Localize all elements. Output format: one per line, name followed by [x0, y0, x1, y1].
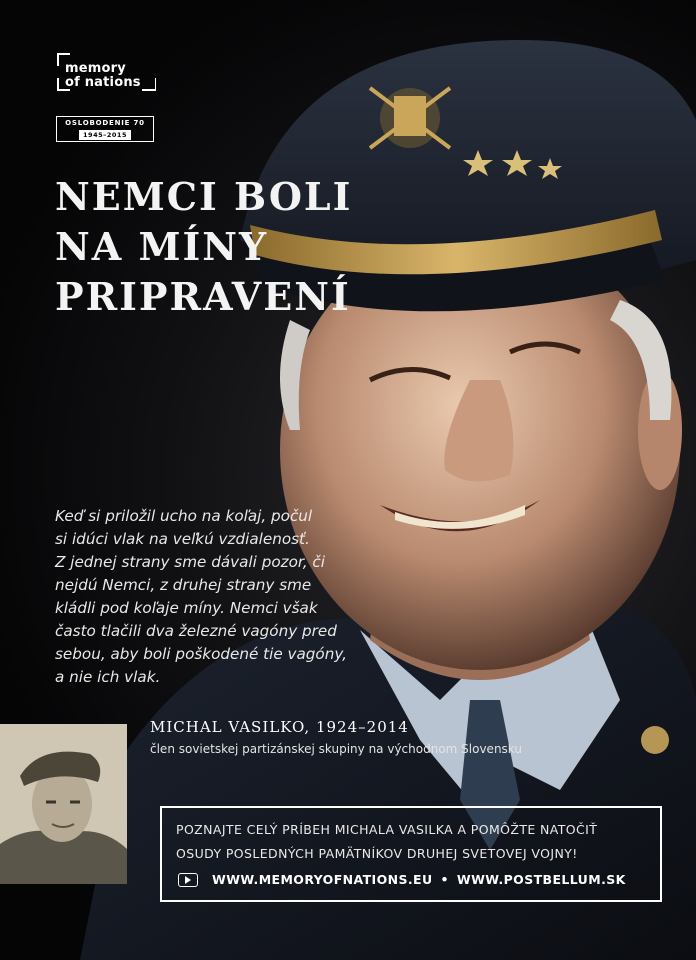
headline-line: NEMCI BOLI	[55, 174, 353, 219]
cta-line1: POZNAJTE CELÝ PRÍBEH MICHALA VASILKA A POMÔŽTE NATOČIŤ	[176, 822, 598, 837]
quote-line: často tlačili dva železné vagóny pred	[55, 622, 337, 640]
badge-title: OSLOBODENIE 70	[65, 119, 145, 127]
quote-line: si idúci vlak na veľkú vzdialenosť.	[55, 530, 310, 548]
call-to-action-box	[160, 806, 662, 902]
logo-line2: of nations	[65, 75, 141, 90]
link-memoryofnations[interactable]: WWW.MEMORYOFNATIONS.EU	[212, 872, 433, 887]
quote-line: sebou, aby boli poškodené tie vagóny,	[55, 645, 347, 663]
historic-photo	[0, 724, 127, 884]
cta-links	[178, 872, 626, 887]
anniversary-badge	[56, 116, 154, 142]
quote	[55, 505, 355, 689]
headline-line: PRIPRAVENÍ	[55, 274, 351, 319]
logo-text	[65, 62, 141, 90]
headline-line: NA MÍNY	[55, 224, 269, 269]
quote-line: Z jednej strany sme dávali pozor, či	[55, 553, 325, 571]
quote-line: nejdú Nemci, z druhej strany sme	[55, 576, 312, 594]
quote-line: kládli pod koľaje míny. Nemci však	[55, 599, 318, 617]
cap-badge	[370, 88, 450, 148]
person-description: člen sovietskej partizánskej skupiny na východnom Slovensku	[150, 742, 522, 756]
badge-years: 1945–2015	[79, 130, 131, 140]
lapel-pin	[641, 726, 669, 754]
link-postbellum[interactable]: WWW.POSTBELLUM.SK	[456, 872, 626, 887]
logo-line1: memory	[65, 61, 126, 76]
play-icon	[178, 873, 198, 887]
cta-line2: OSUDY POSLEDNÝCH PAMÄTNÍKOV DRUHEJ SVETOVEJ VOJNY!	[176, 846, 578, 861]
link-separator: •	[440, 872, 449, 887]
quote-line: Keď si priložil ucho na koľaj, počul	[55, 507, 313, 525]
person-name: MICHAL VASILKO, 1924–2014	[150, 718, 409, 736]
quote-line: a nie ich vlak.	[55, 668, 161, 686]
headline	[55, 172, 385, 322]
